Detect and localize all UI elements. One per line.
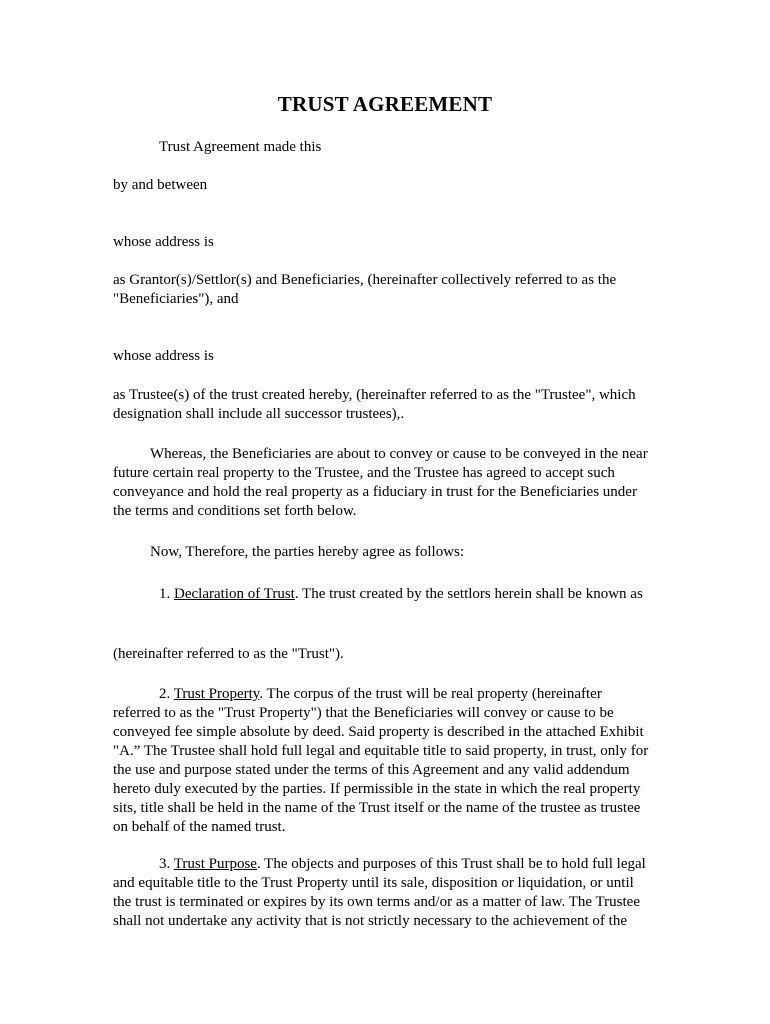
section-1-heading: Declaration of Trust <box>174 586 295 602</box>
section-1-number: 1. <box>159 586 171 602</box>
grantor-address-label: whose address is <box>113 234 214 250</box>
paragraph-line: referred to as the "Trust Property") that the Beneficiaries will convey or cause to be <box>113 705 614 721</box>
paragraph-line: hereto duly executed by the parties. If permissible in the state in which the real property <box>113 781 641 797</box>
paragraph-line: conveyance and hold the real property as a fiduciary in trust for the Beneficiaries under <box>113 484 637 500</box>
section-3-paragraph <box>113 855 658 931</box>
paragraph-line: the trust is terminated or expires by its own terms and/or as a matter of law. The Trustee <box>113 894 640 910</box>
paragraph-line: the use and purpose stated under the terms of this Agreement and any valid addendum <box>113 762 630 778</box>
intro-line: Trust Agreement made this <box>159 139 322 155</box>
paragraph-line: "A.” The Trustee shall hold full legal and equitable title to said property, in trust, only for <box>113 743 649 759</box>
paragraph-line: sits, title shall be held in the name of the Trust itself or the name of the trustee as trustee <box>113 800 641 816</box>
paragraph-line: as Trustee(s) of the trust created hereby, (hereinafter referred to as the "Trustee", which <box>113 387 636 403</box>
section-2-paragraph <box>113 685 658 837</box>
paragraph-line: designation shall include all successor trustees),. <box>113 406 405 422</box>
paragraph-line: on behalf of the named trust. <box>113 819 286 835</box>
now-therefore-line: Now, Therefore, the parties hereby agree as follows: <box>150 544 465 560</box>
whereas-paragraph <box>113 445 658 521</box>
section-1-continuation: (hereinafter referred to as the "Trust"). <box>113 646 344 662</box>
section-2-heading: Trust Property <box>173 686 260 702</box>
paragraph-line: "Beneficiaries"), and <box>113 291 239 307</box>
section-1-text: . The trust created by the settlors herein shall be known as <box>294 586 643 602</box>
section-3-heading: Trust Purpose <box>173 856 257 872</box>
section-2-first-line <box>113 685 658 704</box>
paragraph-line: shall not undertake any activity that is not strictly necessary to the achievement of the <box>113 913 628 929</box>
section-2-number: 2. <box>159 686 171 702</box>
grantor-paragraph <box>113 271 658 309</box>
paragraph-line: future certain real property to the Trustee, and the Trustee has agreed to accept such <box>113 465 615 481</box>
document-title: TRUST AGREEMENT <box>277 92 493 116</box>
section-3-first-line-text: . The objects and purposes of this Trust shall be to hold full legal <box>256 856 646 872</box>
by-and-between-line: by and between <box>113 177 208 193</box>
trustee-paragraph <box>113 386 658 424</box>
section-2-first-line-text: . The corpus of the trust will be real property (hereinafter <box>259 686 602 702</box>
trustee-address-label: whose address is <box>113 348 214 364</box>
section-3-number: 3. <box>159 856 171 872</box>
paragraph-line: conveyed fee simple absolute by deed. Said property is described in the attached Exhibit <box>113 724 644 740</box>
paragraph-line: Whereas, the Beneficiaries are about to convey or cause to be conveyed in the near <box>150 446 648 462</box>
section-1-line <box>159 585 643 604</box>
paragraph-line: and equitable title to the Trust Property until its sale, disposition or liquidation, or until <box>113 875 634 891</box>
section-3-first-line <box>113 855 658 874</box>
paragraph-line: as Grantor(s)/Settlor(s) and Beneficiaries, (hereinafter collectively referred to as the <box>113 272 617 288</box>
paragraph-line: the terms and conditions set forth below. <box>113 503 357 519</box>
